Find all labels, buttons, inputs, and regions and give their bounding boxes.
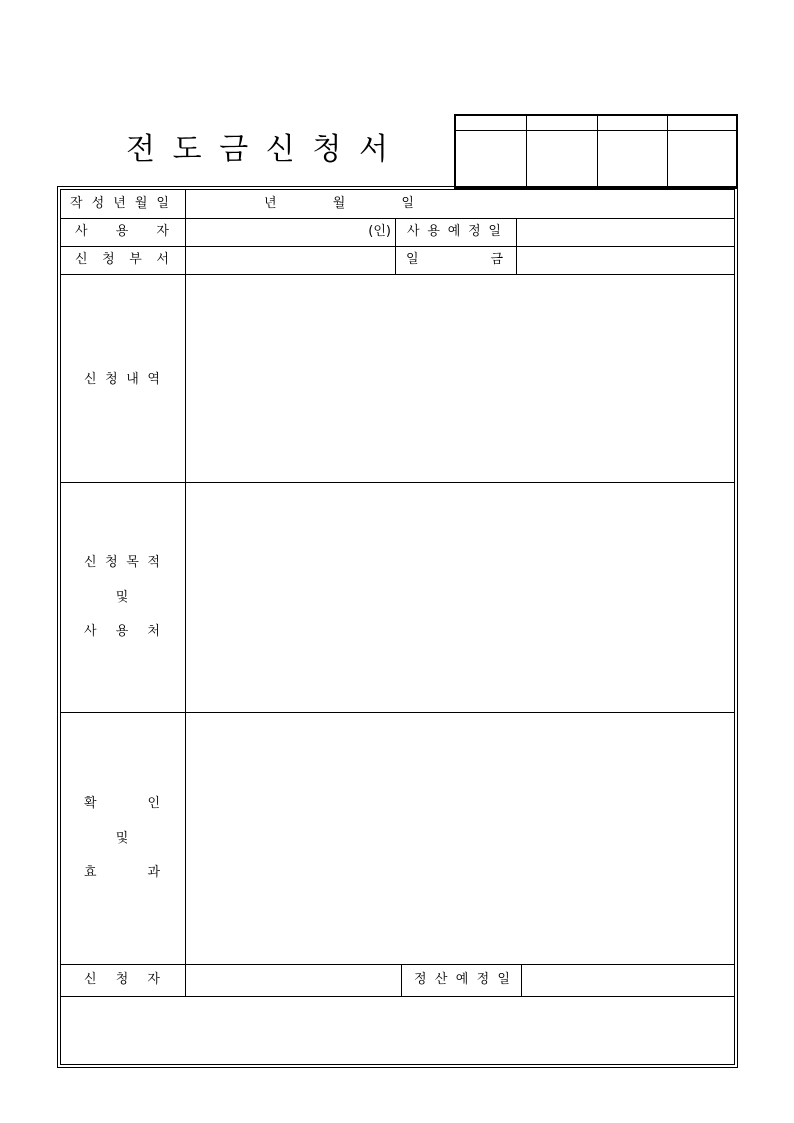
approval-box xyxy=(454,114,738,189)
seal-mark: (인) xyxy=(368,224,391,239)
details-field xyxy=(186,275,734,482)
amount-field xyxy=(517,247,734,274)
approval-header-cell xyxy=(456,116,527,131)
bottom-note-area xyxy=(61,997,734,1064)
approval-stamp-cell xyxy=(456,131,527,187)
written-date-value: 년 월 일 xyxy=(264,196,414,211)
settlement-date-field xyxy=(522,965,734,996)
approval-header-cell xyxy=(598,116,668,131)
approval-stamp-cell xyxy=(668,131,736,187)
purpose-label-line1: 신 청 목 적 xyxy=(84,555,160,570)
column-divider xyxy=(395,218,396,274)
applicant-field xyxy=(186,965,401,996)
department-field xyxy=(186,247,395,274)
purpose-field xyxy=(186,483,734,712)
column-divider xyxy=(401,964,402,996)
department-label: 신 청 부 서 xyxy=(75,252,169,267)
purpose-label-line3: 사 용 처 xyxy=(84,624,160,639)
confirmation-label-line1: 확 인 xyxy=(84,796,160,811)
approval-header-cell xyxy=(668,116,736,131)
applicant-label: 신 청 자 xyxy=(84,972,160,987)
user-label: 사 용 자 xyxy=(75,224,169,239)
details-label: 신 청 내 역 xyxy=(84,372,160,387)
amount-label: 일 금 xyxy=(406,252,503,267)
written-date-label: 작 성 년 월 일 xyxy=(70,196,169,211)
purpose-label-line2: 및 xyxy=(115,590,129,605)
settlement-date-label: 정 산 예 정 일 xyxy=(414,972,510,987)
page-title: 전 도 금 신 청 서 xyxy=(126,132,388,167)
confirmation-label-line3: 효 과 xyxy=(84,865,160,880)
approval-stamp-cell xyxy=(598,131,668,187)
approval-header-cell xyxy=(527,116,598,131)
planned-use-date-field xyxy=(517,219,734,246)
confirmation-field xyxy=(186,713,734,964)
approval-stamp-cell xyxy=(527,131,598,187)
confirmation-label-line2: 및 xyxy=(115,831,129,846)
planned-use-date-label: 사 용 예 정 일 xyxy=(407,224,501,239)
